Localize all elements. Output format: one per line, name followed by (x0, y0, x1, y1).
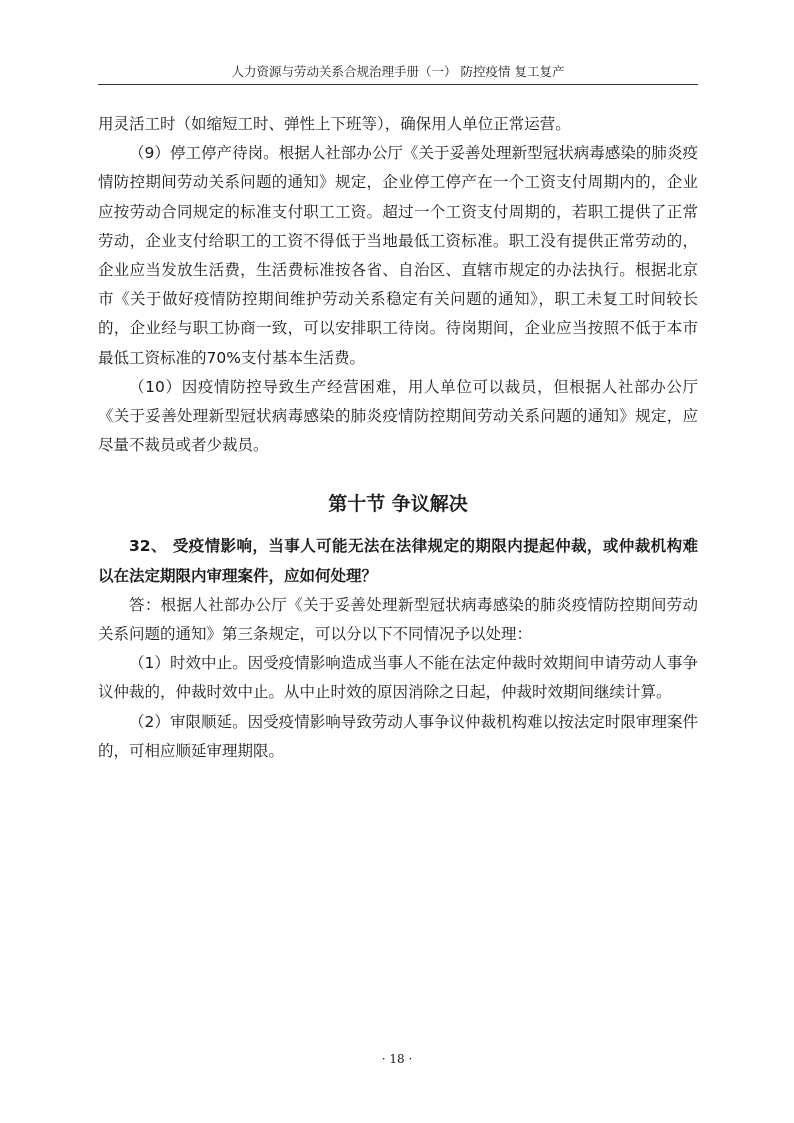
answer-paragraph: 答：根据人社部办公厅《关于妥善处理新型冠状病毒感染的肺炎疫情防控期间劳动关系问题的通知》第三条规定，可以分以下不同情况予以处理： (98, 595, 698, 644)
running-header: 人力资源与劳动关系合规治理手册（一） 防控疫情 复工复产 (231, 64, 565, 79)
section-heading: 第十节 争议解决 (328, 493, 468, 516)
page-body (98, 110, 698, 766)
answer-item-2: （2）审限顺延。因受疫情影响导致劳动人事争议仲裁机构难以按法定时限审理案件的，可相应顺延审理期限。 (98, 712, 698, 760)
page-number: · 18 · (381, 1052, 413, 1066)
header-rule (98, 84, 698, 85)
answer-item-1: （1）时效中止。因受疫情影响造成当事人不能在法定仲裁时效期间申请劳动人事争议仲裁的，仲裁时效中止。从中止时效的原因消除之日起，仲裁时效期间继续计算。 (98, 654, 698, 702)
paragraph-continuation: 用灵活工时（如缩短工时、弹性上下班等），确保用人单位正常运营。 (98, 115, 571, 133)
question-32: 32、 受疫情影响，当事人可能无法在法律规定的期限内提起仲裁，或仲裁机构难以在法定期限内审理案件，应如何处理？ (98, 537, 698, 585)
paragraph-item-10: （10）因疫情防控导致生产经营困难，用人单位可以裁员，但根据人社部办公厅《关于妥善处理新型冠状病毒感染的肺炎疫情防控期间劳动关系问题的通知》规定，应尽量不裁员或者少裁员。 (98, 377, 698, 455)
paragraph-item-9: （9）停工停产待岗。根据人社部办公厅《关于妥善处理新型冠状病毒感染的肺炎疫情防控期间劳动关系问题的通知》规定，企业停工停产在一个工资支付周期内的，企业应按劳动合同规定的标准支付职工工资。超过一个工资支付周期的，若职工提供了正常劳动，企业支付给职工的工资不得低于当地最低工资标准。职工没有提供正常劳动的，企业应当发放生活费，生活费标准按各省、自治区、直辖市规定的办法执行。根据北京市《关于做好疫情防控期间维护劳动关系稳定有关问题的通知》，职工未复工时间较长的，企业经与职工协商一致，可以安排职工待岗。待岗期间，企业应当按照不低于本市最低工资标准的70%支付基本生活费。 (98, 144, 698, 367)
